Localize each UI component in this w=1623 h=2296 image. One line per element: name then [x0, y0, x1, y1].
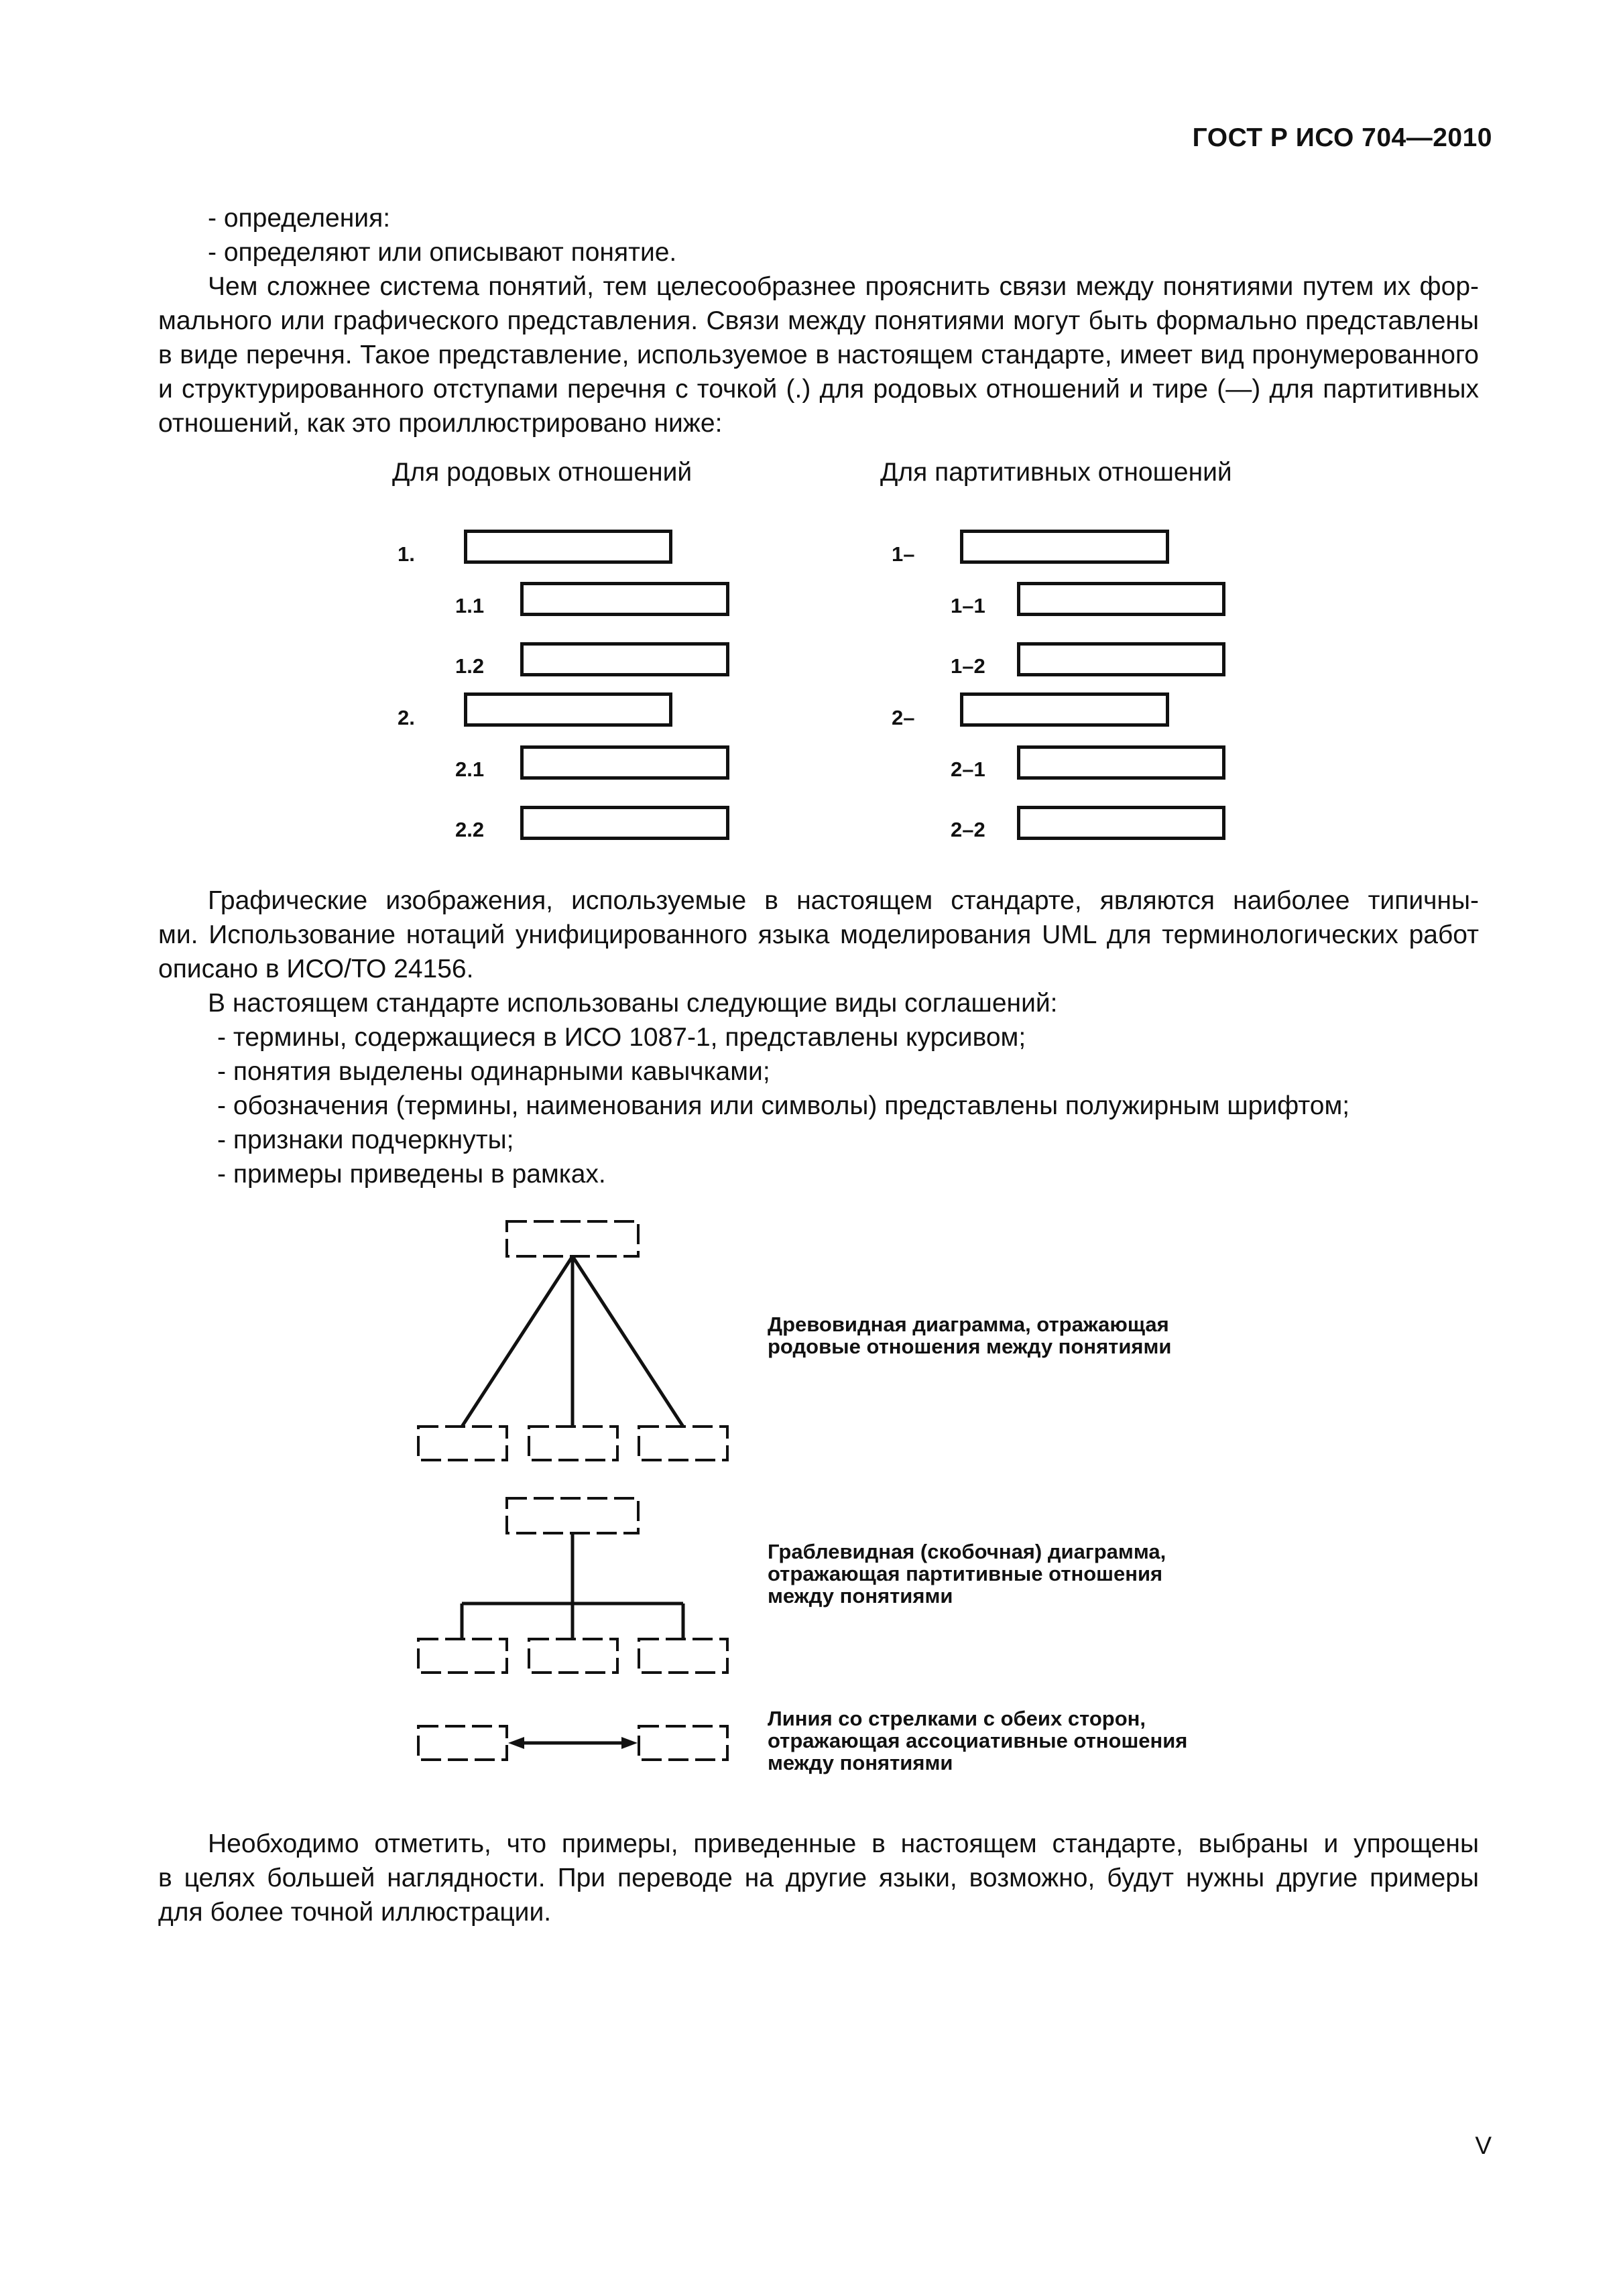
convention-item: - понятия выделены одинарными кавычками; [217, 1057, 770, 1086]
convention-item: - обозначения (термины, наименования или символы) представлены полужирным шрифтом; [217, 1091, 1350, 1120]
closing-paragraph [158, 1827, 1479, 1929]
intro-para-line: мального или графического представления. Связи между понятиями могут быть формально представлены [158, 306, 1479, 335]
document-header: ГОСТ Р ИСО 704—2010 [1192, 123, 1492, 152]
intro-para-line: в виде перечня. Такое представление, используемое в настоящем стандарте, имеет вид пронумерованного [158, 341, 1479, 369]
page-number: V [1475, 2132, 1492, 2159]
partitive-list-title: Для партитивных отношений [880, 458, 1232, 487]
closing-line: Необходимо отметить, что примеры, приведенные в настоящем стандарте, выбраны и упрощены [208, 1829, 1479, 1858]
generic-item-number: 2.2 [455, 818, 485, 841]
rake-child-box [639, 1639, 727, 1673]
rake-diagram-label [768, 1540, 1166, 1607]
assoc-diagram-label [768, 1707, 1187, 1774]
intro-para-line: Чем сложнее система понятий, тем целесообразнее прояснить связи между понятиями путем их фор- [208, 272, 1479, 301]
assoc-arrowhead-left [508, 1737, 524, 1749]
generic-list-title: Для родовых отношений [392, 458, 693, 487]
partitive-item-number: 2– [892, 706, 915, 729]
partitive-item-number: 1–2 [951, 654, 985, 678]
tree-label-line: Древовидная диаграмма, отражающая [768, 1313, 1169, 1336]
convention-item: - примеры приведены в рамках. [217, 1160, 606, 1189]
rake-label-line: отражающая партитивные отношения [768, 1562, 1163, 1585]
generic-item-number: 1.2 [455, 654, 485, 678]
tree-branch-line [462, 1256, 573, 1427]
generic-item-number: 1. [398, 542, 415, 566]
intro-item: - определяют или описывают понятие. [208, 238, 677, 267]
assoc-label-line: Линия со стрелками с обеих сторон, [768, 1707, 1146, 1730]
assoc-right-box [639, 1726, 727, 1760]
tree-child-box [529, 1427, 617, 1460]
graphics-para-line: Графические изображения, используемые в настоящем стандарте, являются наиболее типичны- [208, 886, 1479, 915]
intro-para-line: отношений, как это проиллюстрировано ниже: [158, 409, 723, 438]
tree-child-box [639, 1427, 727, 1460]
tree-label-line: родовые отношения между понятиями [768, 1335, 1172, 1358]
rake-label-line: Граблевидная (скобочная) диаграмма, [768, 1540, 1166, 1563]
closing-line: для более точной иллюстрации. [158, 1898, 552, 1927]
tree-child-box [418, 1427, 507, 1460]
assoc-arrowhead-right [621, 1737, 638, 1749]
intro-item: - определения: [208, 204, 391, 233]
tree-branch-line [573, 1256, 683, 1427]
rake-parent-box [507, 1498, 638, 1533]
graphics-para-line: описано в ИСО/ТО 24156. [158, 955, 474, 983]
partitive-item-number: 1– [892, 542, 915, 566]
partitive-item-number: 2–2 [951, 818, 985, 841]
partitive-item-number: 2–1 [951, 758, 985, 781]
intro-para-line: и структурированного отступами перечня с точкой (.) для родовых отношений и тире (—) для партитивных [158, 375, 1479, 404]
tree-parent-box [507, 1221, 638, 1256]
generic-item-number: 2.1 [455, 758, 485, 781]
tree-diagram-label [768, 1313, 1171, 1357]
generic-item-number: 1.1 [455, 594, 485, 617]
conventions-intro: В настоящем стандарте использованы следующие виды соглашений: [208, 989, 1058, 1018]
generic-item-number: 2. [398, 706, 415, 729]
rake-child-box [529, 1639, 617, 1673]
graphics-para-line: ми. Использование нотаций унифицированного языка моделирования UML для терминологических работ [158, 920, 1479, 949]
rake-child-box [418, 1639, 507, 1673]
closing-line: в целях большей наглядности. При переводе на другие языки, возможно, будут нужны другие примеры [158, 1864, 1479, 1892]
rake-label-line: между понятиями [768, 1584, 953, 1608]
assoc-label-line: между понятиями [768, 1751, 953, 1774]
assoc-left-box [418, 1726, 507, 1760]
partitive-item-number: 1–1 [951, 594, 985, 617]
assoc-label-line: отражающая ассоциативные отношения [768, 1729, 1188, 1752]
convention-item: - признаки подчеркнуты; [217, 1126, 514, 1154]
convention-item: - термины, содержащиеся в ИСО 1087-1, представлены курсивом; [217, 1023, 1026, 1052]
